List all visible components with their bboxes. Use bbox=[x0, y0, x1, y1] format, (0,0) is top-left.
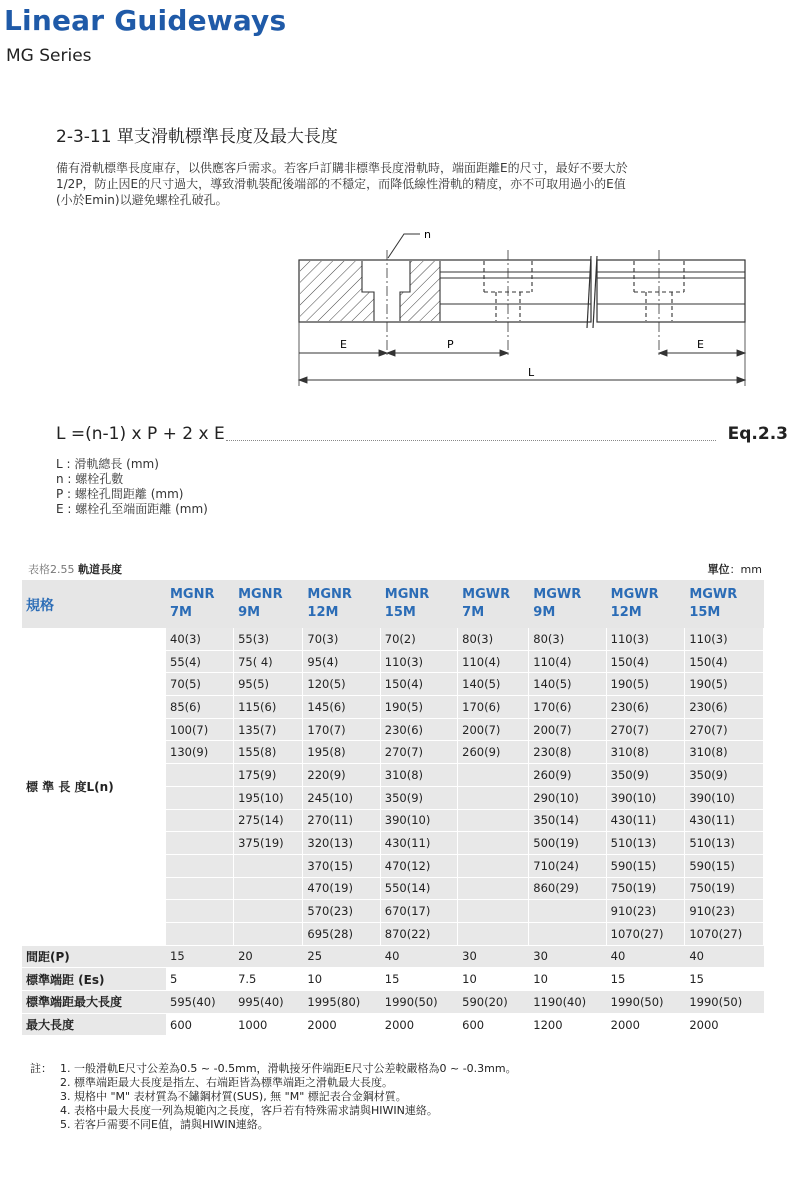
legend-item: L : 滑軌總長 (mm) bbox=[56, 457, 159, 471]
table-cell: 150(4) bbox=[381, 673, 458, 696]
table-cell: 710(24) bbox=[529, 855, 606, 878]
table-cell bbox=[234, 923, 303, 946]
table-cell: 1190(40) bbox=[529, 991, 606, 1014]
table-cell: 2000 bbox=[607, 1014, 686, 1037]
table-cell: 1990(50) bbox=[685, 991, 764, 1014]
note-item: 2. 標準端距最大長度是指左、右端距皆為標準端距之滑軌最大長度。 bbox=[60, 1076, 393, 1089]
table-cell bbox=[166, 878, 234, 901]
table-cell: 695(28) bbox=[303, 923, 380, 946]
column-header: MGNR 12M bbox=[303, 580, 380, 628]
legend-item: P : 螺栓孔間距離 (mm) bbox=[56, 487, 184, 501]
table-cell: 150(4) bbox=[607, 651, 686, 674]
table-cell: 270(7) bbox=[381, 741, 458, 764]
note-item: 1. 一般滑軌E尺寸公差為0.5 ~ -0.5mm，滑軌接牙件端距E尺寸公差較嚴格為0 ~ -0.3mm。 bbox=[60, 1062, 517, 1075]
table-cell: 55(3) bbox=[234, 628, 303, 651]
table-cell: 10 bbox=[458, 968, 529, 991]
table-cell: 120(5) bbox=[303, 673, 380, 696]
table-cell: 595(40) bbox=[166, 991, 234, 1014]
table-cell: 110(3) bbox=[381, 651, 458, 674]
table-cell bbox=[166, 832, 234, 855]
column-header: MGNR 7M bbox=[166, 580, 234, 628]
table-cell: 230(8) bbox=[529, 741, 606, 764]
table-cell: 190(5) bbox=[381, 696, 458, 719]
table-cell: 70(2) bbox=[381, 628, 458, 651]
table-cell: 195(8) bbox=[303, 741, 380, 764]
table-cell: 260(9) bbox=[529, 764, 606, 787]
table-cell: 10 bbox=[303, 968, 380, 991]
table-cell: 1200 bbox=[529, 1014, 606, 1037]
table-cell: 30 bbox=[458, 946, 529, 969]
table-cell: 75( 4) bbox=[234, 651, 303, 674]
table-cell: 750(19) bbox=[685, 878, 764, 901]
table-cell: 1995(80) bbox=[303, 991, 380, 1014]
column-header: MGWR 9M bbox=[529, 580, 606, 628]
intro-line: (小於Emin)以避免螺栓孔破孔。 bbox=[56, 193, 228, 207]
spec-row bbox=[22, 968, 764, 991]
table-cell: 40 bbox=[381, 946, 458, 969]
column-header: MGNR 9M bbox=[234, 580, 303, 628]
legend-item: n : 螺栓孔數 bbox=[56, 472, 124, 486]
table-cell bbox=[458, 787, 529, 810]
table-cell: 550(14) bbox=[381, 878, 458, 901]
table-cell: 350(14) bbox=[529, 810, 606, 833]
table-cell: 2000 bbox=[381, 1014, 458, 1037]
table-cell bbox=[166, 855, 234, 878]
table-cell bbox=[166, 810, 234, 833]
symbol-legend bbox=[56, 457, 208, 517]
table-cell bbox=[458, 855, 529, 878]
table-cell: 1990(50) bbox=[381, 991, 458, 1014]
table-cell bbox=[529, 900, 606, 923]
row-label: 最大長度 bbox=[22, 1014, 166, 1037]
note-item: 4. 表格中最大長度一列為規範內之長度，客戶若有特殊需求請與HIWIN連絡。 bbox=[60, 1104, 438, 1117]
table-cell: 70(3) bbox=[303, 628, 380, 651]
table-cell: 260(9) bbox=[458, 741, 529, 764]
table-cell: 590(15) bbox=[607, 855, 686, 878]
table-cell: 170(6) bbox=[458, 696, 529, 719]
table-cell: 135(7) bbox=[234, 719, 303, 742]
table-cell: 155(8) bbox=[234, 741, 303, 764]
label-e-right: E bbox=[697, 338, 704, 351]
table-title: 軌道長度 bbox=[78, 563, 122, 576]
table-cell: 670(17) bbox=[381, 900, 458, 923]
spec-row bbox=[22, 1014, 764, 1037]
table-cell: 195(10) bbox=[234, 787, 303, 810]
table-number: 表格2.55 bbox=[28, 563, 75, 576]
table-cell: 245(10) bbox=[303, 787, 380, 810]
table-cell bbox=[166, 787, 234, 810]
corner-header: 規格 bbox=[22, 580, 166, 628]
table-cell: 275(14) bbox=[234, 810, 303, 833]
table-cell: 470(12) bbox=[381, 855, 458, 878]
table-cell: 2000 bbox=[685, 1014, 764, 1037]
table-cell: 310(8) bbox=[381, 764, 458, 787]
table-cell: 430(11) bbox=[381, 832, 458, 855]
table-cell: 15 bbox=[381, 968, 458, 991]
rail-diagram bbox=[0, 220, 790, 390]
table-cell: 15 bbox=[166, 946, 234, 969]
table-cell bbox=[234, 900, 303, 923]
table-cell: 570(23) bbox=[303, 900, 380, 923]
row-label: 標 準 長 度L(n) bbox=[22, 628, 166, 946]
table-cell: 110(4) bbox=[529, 651, 606, 674]
table-cell: 115(6) bbox=[234, 696, 303, 719]
table-cell bbox=[234, 855, 303, 878]
row-label: 間距(P) bbox=[22, 946, 166, 969]
table-cell: 15 bbox=[607, 968, 686, 991]
table-cell: 110(3) bbox=[685, 628, 764, 651]
table-cell bbox=[458, 832, 529, 855]
table-cell: 510(13) bbox=[607, 832, 686, 855]
table-cell: 230(6) bbox=[607, 696, 686, 719]
column-header: MGNR 15M bbox=[381, 580, 458, 628]
table-cell: 80(3) bbox=[458, 628, 529, 651]
table-cell: 230(6) bbox=[685, 696, 764, 719]
table-cell: 600 bbox=[166, 1014, 234, 1037]
series-subtitle: MG Series bbox=[6, 46, 92, 66]
table-cell bbox=[458, 923, 529, 946]
table-cell: 870(22) bbox=[381, 923, 458, 946]
table-cell: 150(4) bbox=[685, 651, 764, 674]
table-cell bbox=[458, 878, 529, 901]
note-item: 3. 規格中 "M" 表材質為不鏽鋼材質(SUS), 無 "M" 標記表合金鋼材質。 bbox=[60, 1090, 407, 1103]
brand-title: Linear Guideways bbox=[4, 4, 287, 37]
table-cell: 310(8) bbox=[607, 741, 686, 764]
section-title: 2-3-11 單支滑軌標準長度及最大長度 bbox=[56, 127, 338, 147]
table-cell: 390(10) bbox=[685, 787, 764, 810]
notes bbox=[30, 1062, 517, 1132]
table-cell: 350(9) bbox=[381, 787, 458, 810]
table-cell bbox=[458, 764, 529, 787]
table-cell: 200(7) bbox=[458, 719, 529, 742]
unit-value: ：mm bbox=[729, 563, 762, 576]
table-cell: 140(5) bbox=[529, 673, 606, 696]
table-unit bbox=[708, 561, 762, 577]
table-cell: 590(15) bbox=[685, 855, 764, 878]
row-label: 標準端距最大長度 bbox=[22, 991, 166, 1014]
table-cell: 30 bbox=[529, 946, 606, 969]
column-header: MGWR 7M bbox=[458, 580, 529, 628]
table-cell: 110(3) bbox=[607, 628, 686, 651]
label-p: P bbox=[447, 338, 454, 351]
table-cell: 95(4) bbox=[303, 651, 380, 674]
table-cell: 470(19) bbox=[303, 878, 380, 901]
equation-ref: Eq.2.3 bbox=[727, 424, 788, 444]
row-label: 標準端距 (Es) bbox=[22, 968, 166, 991]
table-cell: 80(3) bbox=[529, 628, 606, 651]
table-cell: 1990(50) bbox=[607, 991, 686, 1014]
table-cell: 130(9) bbox=[166, 741, 234, 764]
table-cell: 590(20) bbox=[458, 991, 529, 1014]
table-cell: 220(9) bbox=[303, 764, 380, 787]
table-cell: 200(7) bbox=[529, 719, 606, 742]
formula-leader-dots bbox=[226, 440, 716, 441]
table-cell: 5 bbox=[166, 968, 234, 991]
spec-row bbox=[22, 991, 764, 1014]
table-cell: 430(11) bbox=[607, 810, 686, 833]
table-cell: 170(6) bbox=[529, 696, 606, 719]
table-cell bbox=[529, 923, 606, 946]
table-cell: 370(15) bbox=[303, 855, 380, 878]
notes-head: 註： bbox=[30, 1062, 52, 1075]
table-cell: 230(6) bbox=[381, 719, 458, 742]
table-cell: 40(3) bbox=[166, 628, 234, 651]
table-cell: 170(7) bbox=[303, 719, 380, 742]
intro-line: 備有滑軌標準長度庫存，以供應客戶需求。若客戶訂購非標準長度滑軌時，端面距離E的尺寸，最好不要大於 bbox=[56, 161, 628, 175]
intro-paragraph bbox=[56, 160, 768, 208]
legend-item: E : 螺栓孔至端面距離 (mm) bbox=[56, 502, 208, 516]
table-cell: 290(10) bbox=[529, 787, 606, 810]
table-cell: 430(11) bbox=[685, 810, 764, 833]
formula-text: L =(n-1) x P + 2 x E bbox=[56, 424, 225, 444]
column-header: MGWR 15M bbox=[685, 580, 764, 628]
table-cell bbox=[166, 764, 234, 787]
table-cell: 750(19) bbox=[607, 878, 686, 901]
table-cell: 500(19) bbox=[529, 832, 606, 855]
table-cell: 40 bbox=[607, 946, 686, 969]
table-cell: 910(23) bbox=[607, 900, 686, 923]
table-cell: 85(6) bbox=[166, 696, 234, 719]
intro-line: 1/2P，防止因E的尺寸過大，導致滑軌裝配後端部的不穩定，而降低線性滑軌的精度，亦不可取用過小的E值 bbox=[56, 177, 626, 191]
table-cell bbox=[166, 923, 234, 946]
label-l: L bbox=[528, 366, 535, 379]
table-cell: 270(7) bbox=[607, 719, 686, 742]
table-cell: 310(8) bbox=[685, 741, 764, 764]
table-cell: 1070(27) bbox=[685, 923, 764, 946]
table-cell: 995(40) bbox=[234, 991, 303, 1014]
table-cell: 175(9) bbox=[234, 764, 303, 787]
table-cell: 95(5) bbox=[234, 673, 303, 696]
table-cell: 270(11) bbox=[303, 810, 380, 833]
table-cell: 320(13) bbox=[303, 832, 380, 855]
table-cell: 70(5) bbox=[166, 673, 234, 696]
table-cell: 510(13) bbox=[685, 832, 764, 855]
table-cell: 15 bbox=[685, 968, 764, 991]
table-cell: 350(9) bbox=[685, 764, 764, 787]
table-cell bbox=[166, 900, 234, 923]
table-cell bbox=[458, 900, 529, 923]
table-cell: 25 bbox=[303, 946, 380, 969]
standard-length-row bbox=[22, 628, 764, 651]
table-cell: 2000 bbox=[303, 1014, 380, 1037]
table-cell bbox=[234, 878, 303, 901]
table-cell: 910(23) bbox=[685, 900, 764, 923]
note-item: 5. 若客戶需要不同E值，請與HIWIN連絡。 bbox=[60, 1118, 269, 1131]
table-cell: 270(7) bbox=[685, 719, 764, 742]
table-cell bbox=[458, 810, 529, 833]
unit-label: 單位 bbox=[707, 563, 730, 576]
table-cell: 375(19) bbox=[234, 832, 303, 855]
table-cell: 7.5 bbox=[234, 968, 303, 991]
table-cell: 10 bbox=[529, 968, 606, 991]
table-caption bbox=[28, 561, 122, 577]
label-n: n bbox=[424, 228, 431, 241]
rail-length-table bbox=[22, 580, 764, 1036]
table-cell: 100(7) bbox=[166, 719, 234, 742]
table-cell: 110(4) bbox=[458, 651, 529, 674]
table-cell: 600 bbox=[458, 1014, 529, 1037]
table-cell: 1070(27) bbox=[607, 923, 686, 946]
table-cell: 390(10) bbox=[607, 787, 686, 810]
column-header: MGWR 12M bbox=[607, 580, 686, 628]
table-cell: 145(6) bbox=[303, 696, 380, 719]
label-e-left: E bbox=[340, 338, 347, 351]
table-cell: 20 bbox=[234, 946, 303, 969]
table-cell: 1000 bbox=[234, 1014, 303, 1037]
length-formula bbox=[56, 424, 788, 450]
table-cell: 190(5) bbox=[607, 673, 686, 696]
table-cell: 350(9) bbox=[607, 764, 686, 787]
spec-row bbox=[22, 946, 764, 969]
table-header-row bbox=[22, 580, 764, 628]
table-cell: 860(29) bbox=[529, 878, 606, 901]
table-cell: 140(5) bbox=[458, 673, 529, 696]
table-cell: 190(5) bbox=[685, 673, 764, 696]
table-cell: 55(4) bbox=[166, 651, 234, 674]
table-cell: 390(10) bbox=[381, 810, 458, 833]
table-cell: 40 bbox=[685, 946, 764, 969]
